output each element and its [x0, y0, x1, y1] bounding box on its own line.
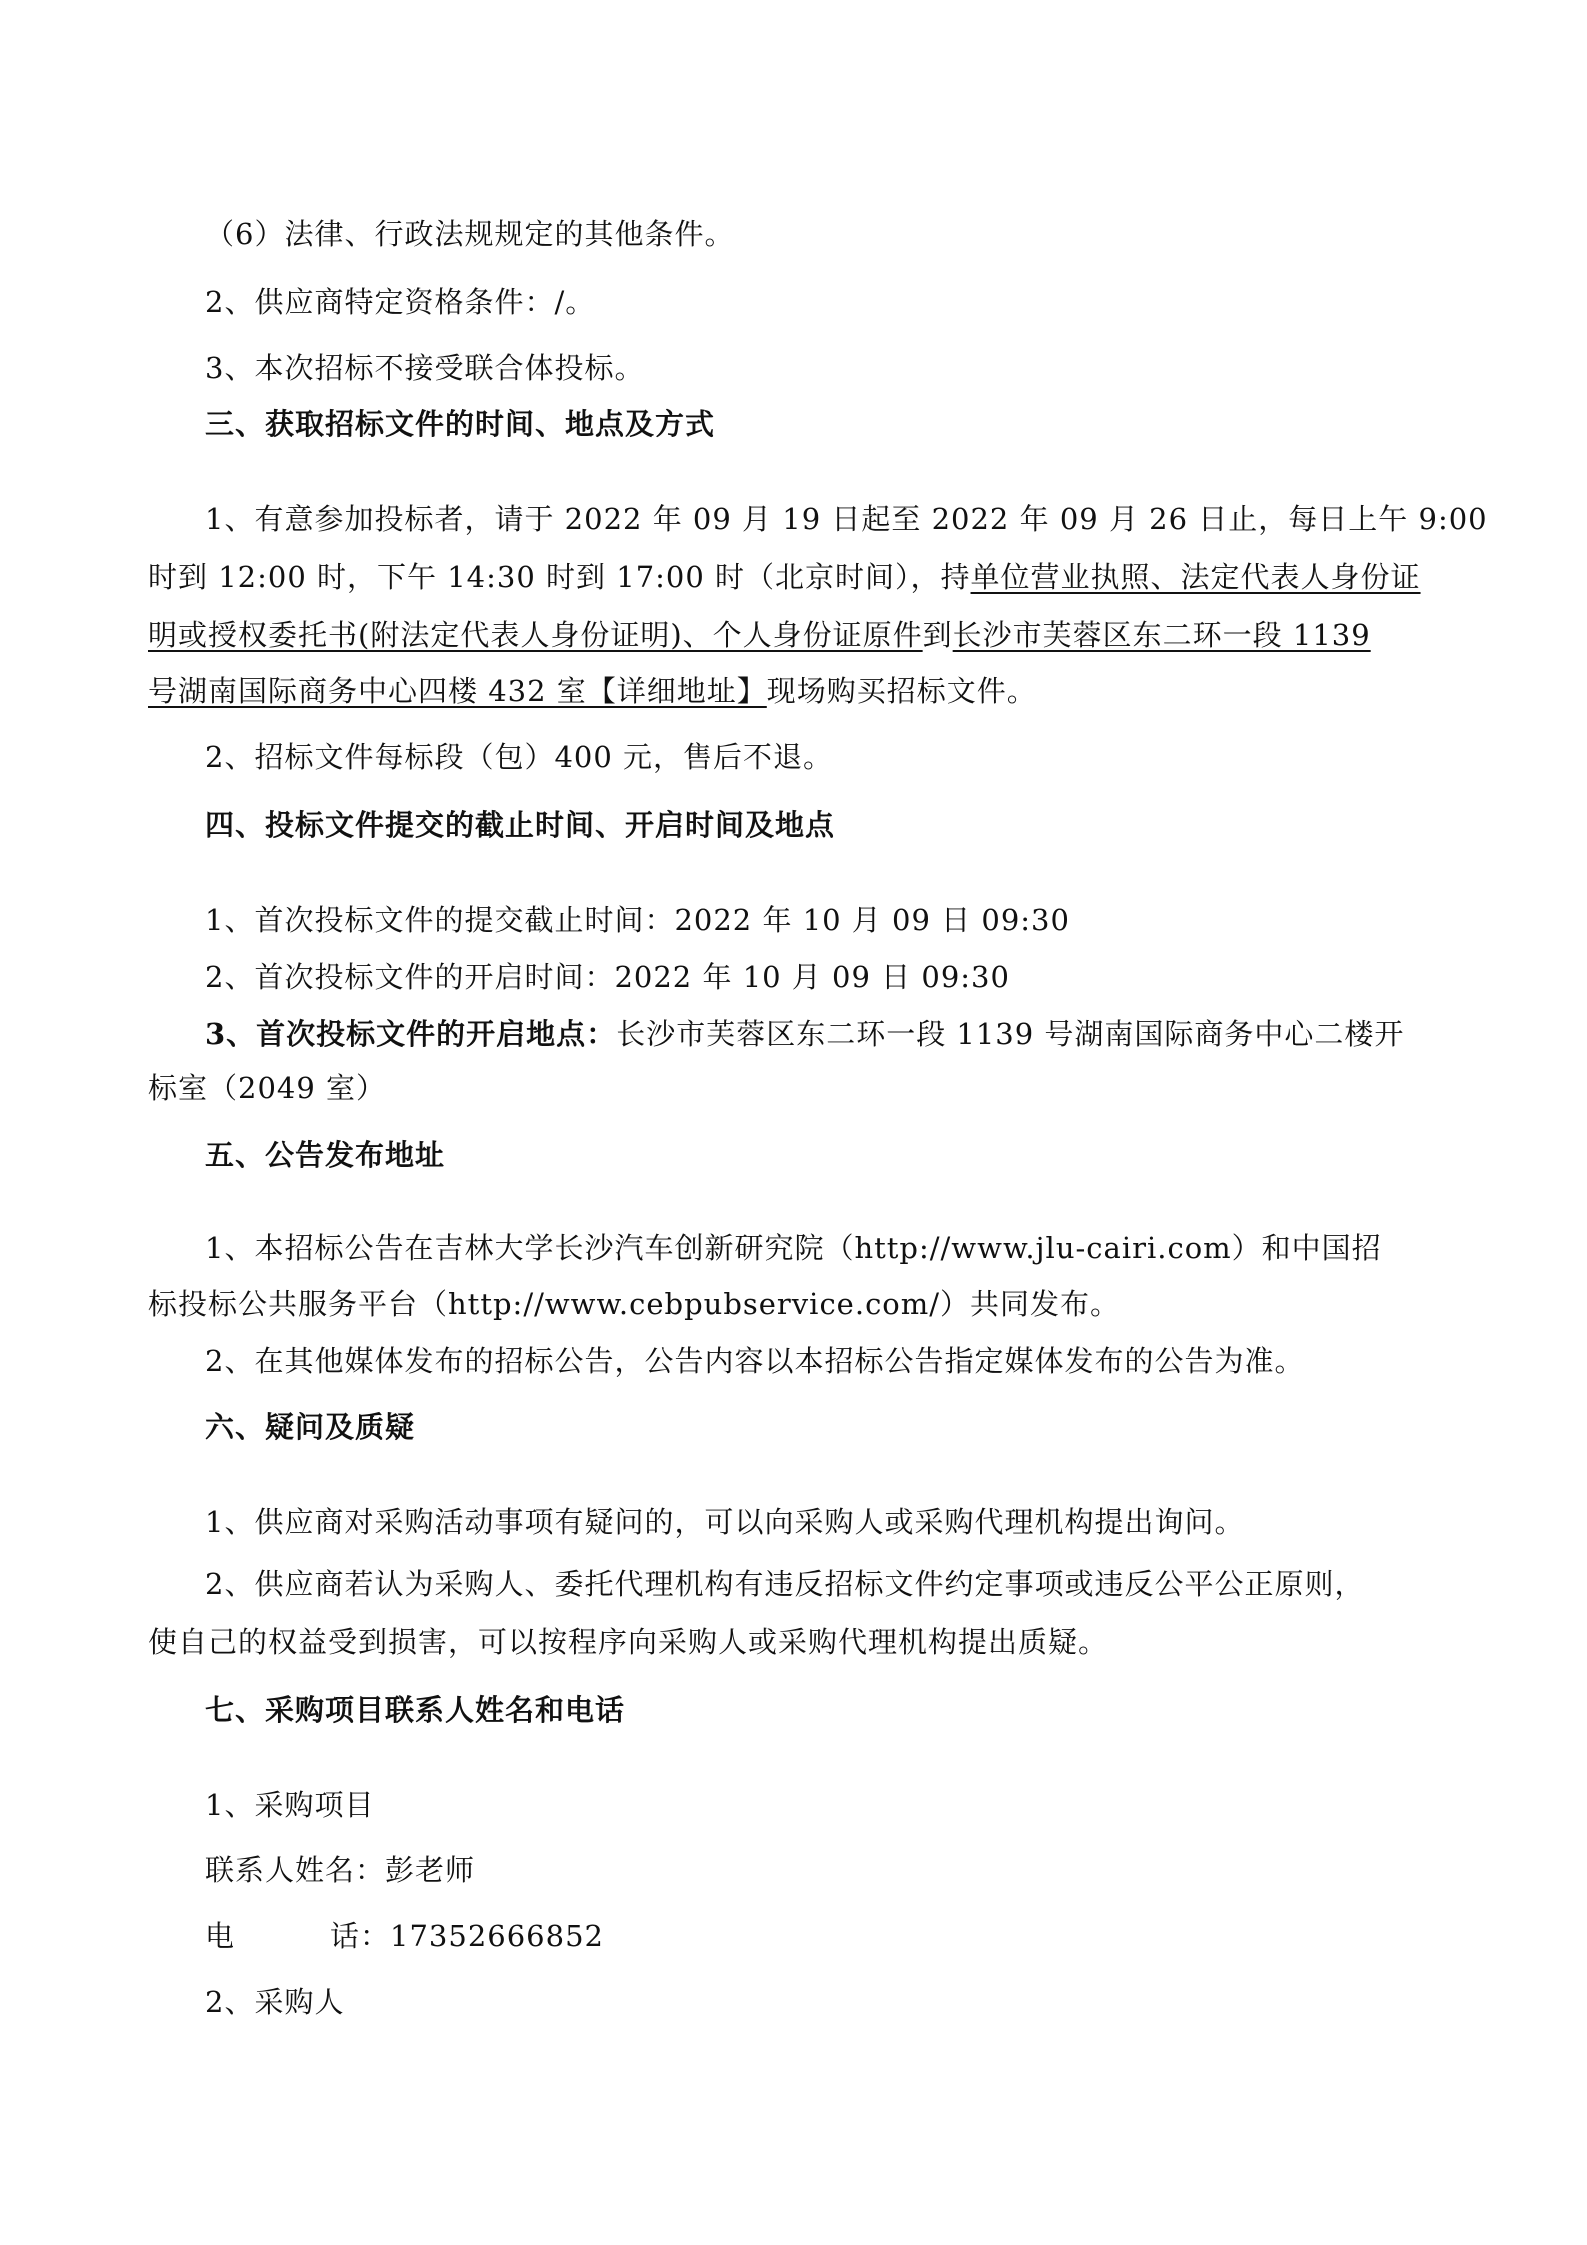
opening-time: 2、首次投标文件的开启时间：2022 年 10 月 09 日 09:30 — [205, 960, 1010, 994]
section-4-heading: 四、投标文件提交的截止时间、开启时间及地点 — [205, 808, 836, 842]
section-6-heading: 六、疑问及质疑 — [205, 1410, 416, 1444]
required-documents: 单位营业执照、法定代表人身份证 — [970, 560, 1421, 594]
contact-project: 1、采购项目 — [205, 1788, 375, 1822]
section-5-heading: 五、公告发布地址 — [205, 1138, 446, 1172]
publish-line-2: 标投标公共服务平台（http://www.cebpubservice.com/）共同发布。 — [148, 1287, 1121, 1321]
phone-value: 17352666852 — [390, 1919, 604, 1953]
opening-location — [205, 1012, 1404, 1053]
acquire-line-4 — [148, 669, 1037, 710]
special-qualification: 2、供应商特定资格条件：/。 — [205, 285, 596, 319]
section-3-heading: 三、获取招标文件的时间、地点及方式 — [205, 407, 716, 441]
acquire-address-cont: 号湖南国际商务中心四楼 432 室【详细地址】 — [148, 674, 767, 708]
acquire-line-2 — [148, 555, 1421, 596]
publish-note: 2、在其他媒体发布的招标公告，公告内容以本招标公告指定媒体发布的公告为准。 — [205, 1344, 1305, 1378]
no-consortium: 3、本次招标不接受联合体投标。 — [205, 351, 645, 385]
acquire-line-1: 1、有意参加投标者，请于 2022 年 09 月 19 日起至 2022 年 09 月 26 日止，每日上午 9:00 — [205, 502, 1488, 536]
opening-location-label: 3、首次投标文件的开启地点： — [205, 1017, 617, 1051]
contact-purchaser: 2、采购人 — [205, 1985, 345, 2019]
condition-6: （6）法律、行政法规规定的其他条件。 — [205, 217, 735, 251]
purchase-text: 现场购买招标文件。 — [766, 674, 1037, 708]
contact-name: 联系人姓名：彭老师 — [205, 1853, 476, 1887]
publish-line-1: 1、本招标公告在吉林大学长沙汽车创新研究院（http://www.jlu-cairi.com）和中国招 — [205, 1231, 1382, 1265]
challenge-line-1: 2、供应商若认为采购人、委托代理机构有违反招标文件约定事项或违反公平公正原则， — [205, 1567, 1365, 1601]
contact-phone — [205, 1914, 604, 1955]
required-documents-cont: 明或授权委托书(附法定代表人身份证明)、个人身份证原件 — [148, 618, 923, 652]
phone-label-1: 电 — [205, 1919, 236, 1953]
opening-location-cont: 标室（2049 室） — [148, 1071, 387, 1105]
acquire-line-3 — [148, 613, 1371, 654]
challenge-line-2: 使自己的权益受到损害，可以按程序向采购人或采购代理机构提出质疑。 — [148, 1625, 1109, 1659]
inquiry-text: 1、供应商对采购活动事项有疑问的，可以向采购人或采购代理机构提出询问。 — [205, 1505, 1245, 1539]
submission-deadline: 1、首次投标文件的提交截止时间：2022 年 10 月 09 日 09:30 — [205, 903, 1070, 937]
acquire-time-text: 时到 12:00 时，下午 14:30 时到 17:00 时（北京时间），持 — [148, 560, 971, 594]
phone-label-2: 话： — [330, 1919, 391, 1953]
to-text: 到 — [922, 618, 953, 652]
section-7-heading: 七、采购项目联系人姓名和电话 — [205, 1693, 626, 1727]
document-price: 2、招标文件每标段（包）400 元，售后不退。 — [205, 740, 834, 774]
acquire-address: 长沙市芙蓉区东二环一段 1139 — [952, 618, 1371, 652]
opening-location-value: 长沙市芙蓉区东二环一段 1139 号湖南国际商务中心二楼开 — [616, 1017, 1405, 1051]
